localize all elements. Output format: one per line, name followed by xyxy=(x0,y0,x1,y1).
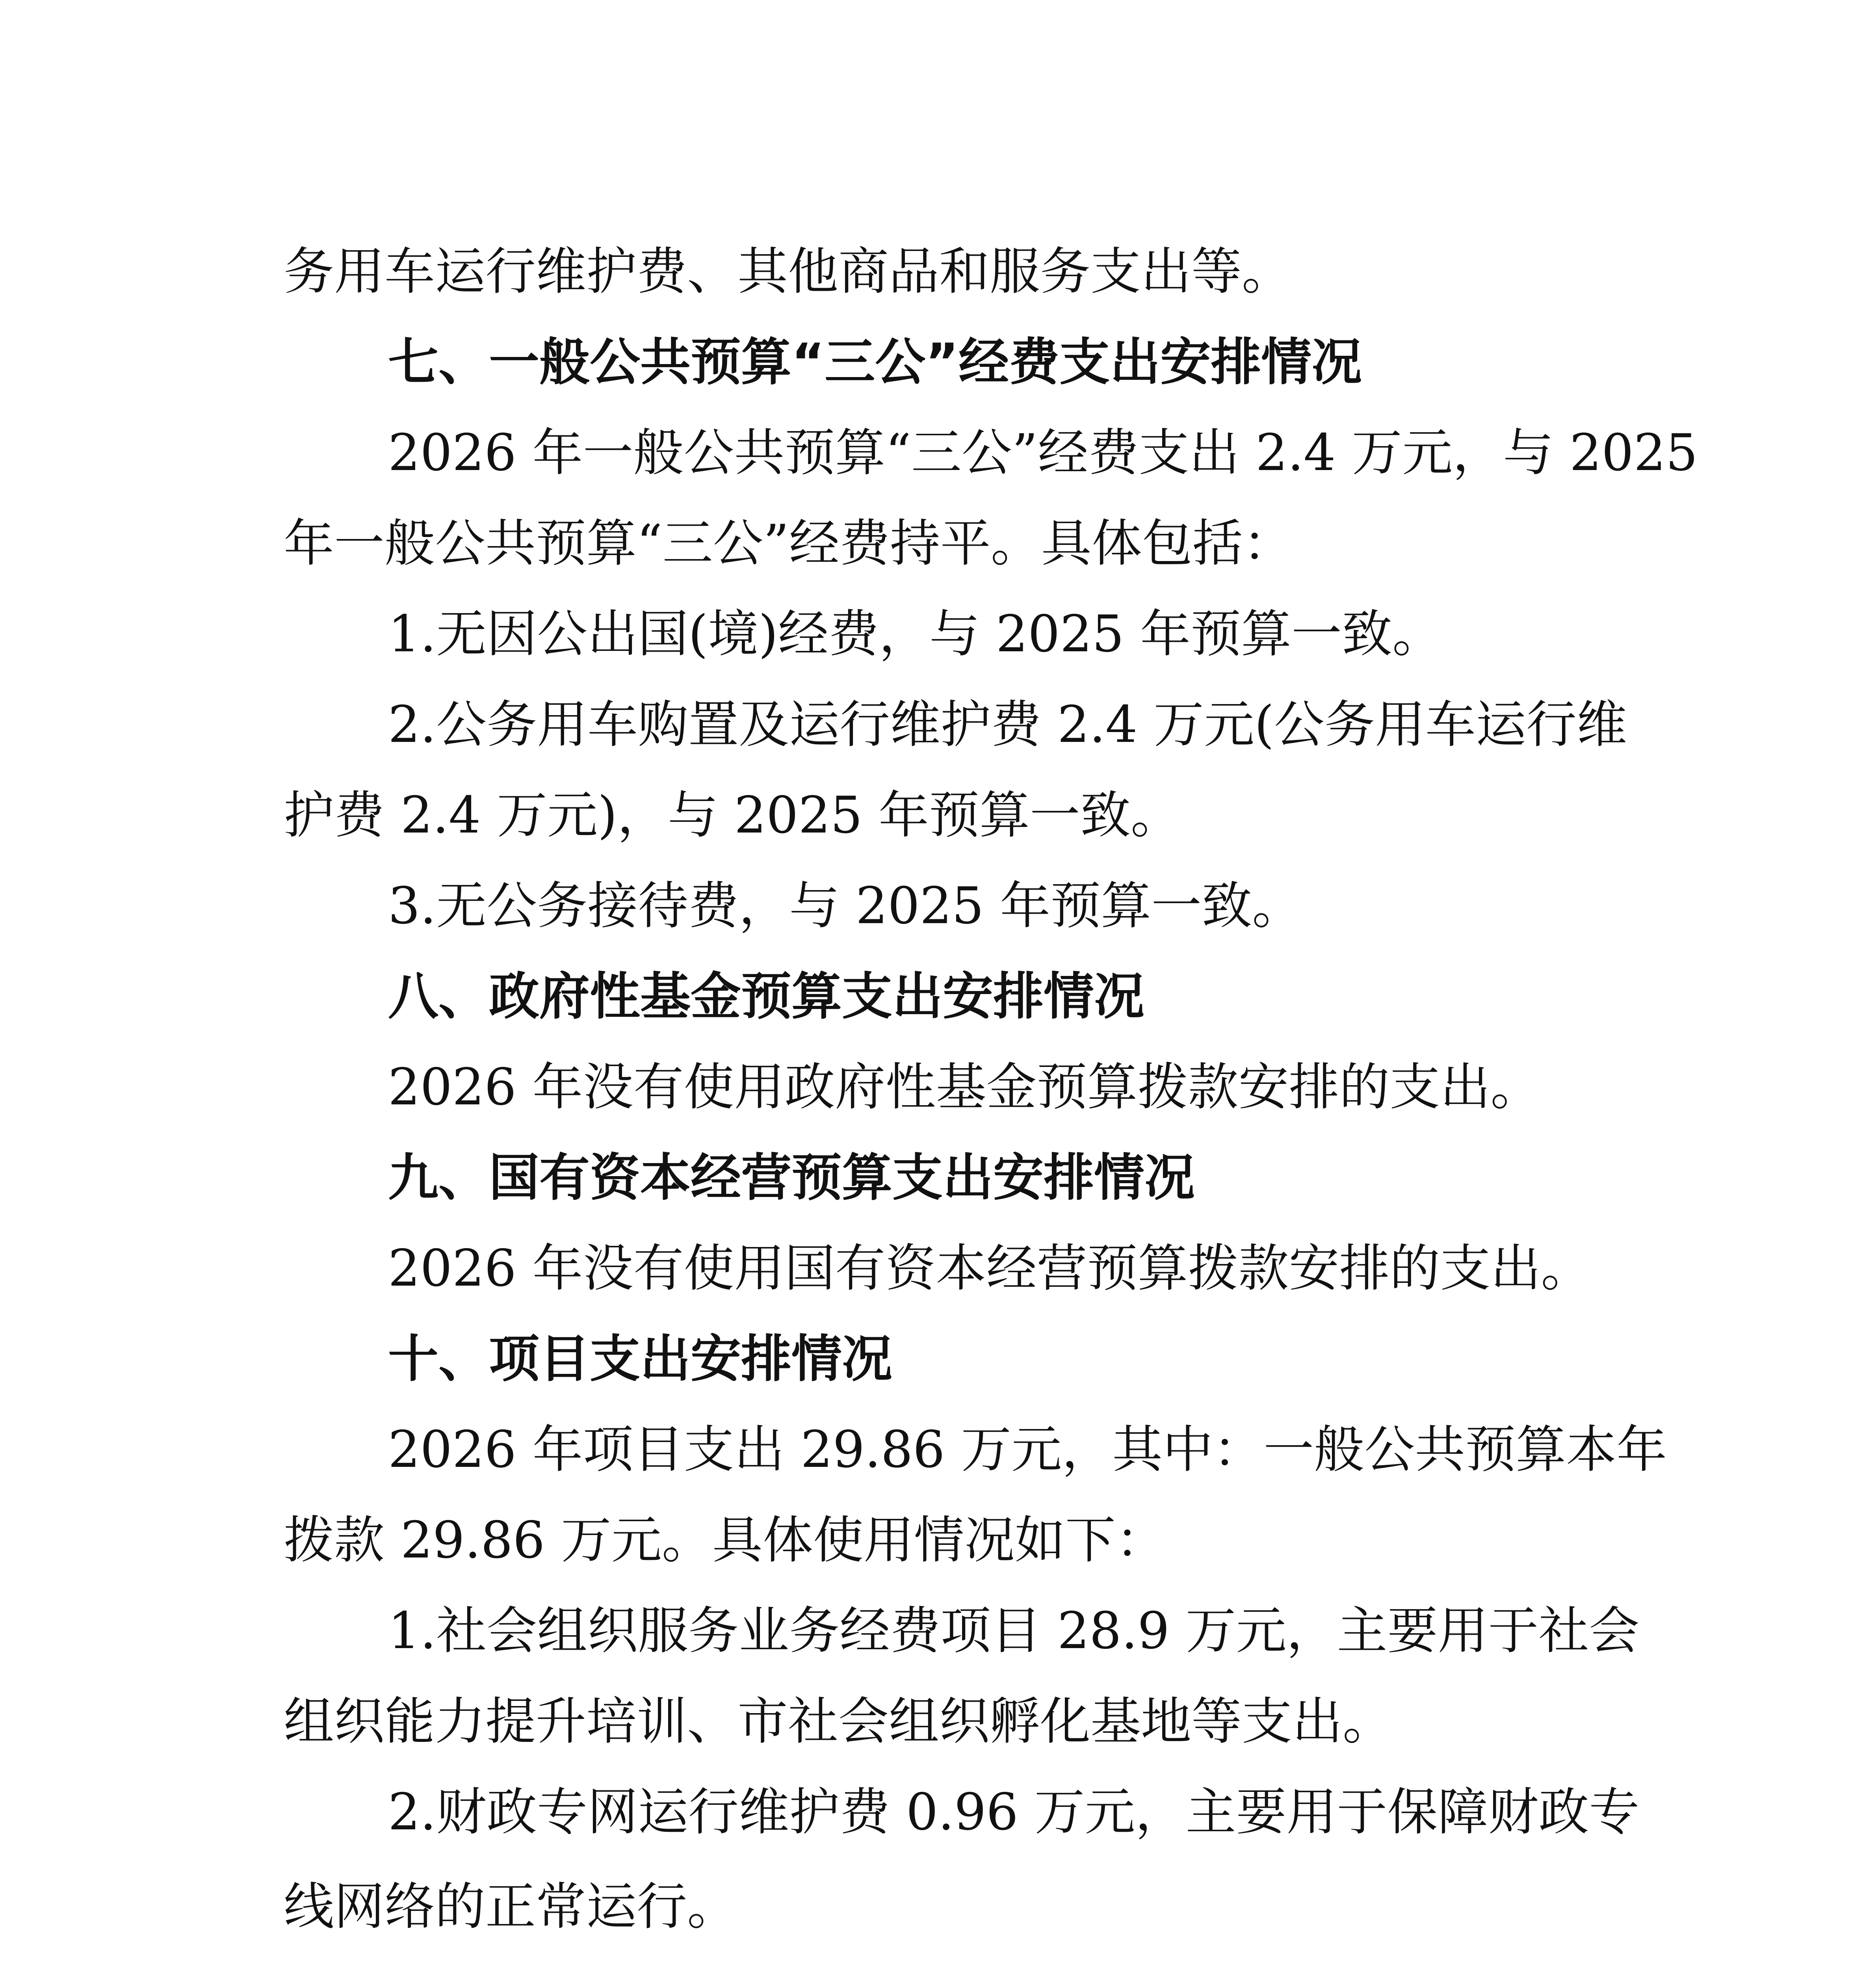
body-text-line: 2026 年没有使用国有资本经营预算拨款安排的支出。 xyxy=(388,1239,1592,1298)
body-text-line: 2026 年没有使用政府性基金预算拨款安排的支出。 xyxy=(388,1058,1541,1117)
body-text-line: 1.无因公出国(境)经费，与 2025 年预算一致。 xyxy=(388,605,1443,663)
body-text-line: 2.财政专网运行维护费 0.96 万元，主要用于保障财政专 xyxy=(388,1783,1640,1842)
body-text-line: 拨款 29.86 万元。具体使用情况如下： xyxy=(284,1511,1166,1570)
body-text-line: 务用车运行维护费、其他商品和服务支出等。 xyxy=(284,242,1293,301)
body-text-line: 3.无公务接待费，与 2025 年预算一致。 xyxy=(388,877,1303,935)
body-text-line: 2026 年一般公共预算“三公”经费支出 2.4 万元，与 2025 xyxy=(388,424,1698,482)
body-text-line: 2026 年项目支出 29.86 万元，其中：一般公共预算本年 xyxy=(388,1420,1667,1479)
section-heading-ten: 十、项目支出安排情况 xyxy=(388,1330,893,1388)
section-heading-eight: 八、政府性基金预算支出安排情况 xyxy=(388,967,1145,1026)
body-text-line: 1.社会组织服务业务经费项目 28.9 万元，主要用于社会 xyxy=(388,1602,1640,1660)
section-heading-seven: 七、一般公共预算“三公”经费支出安排情况 xyxy=(388,333,1362,392)
body-text-line: 年一般公共预算“三公”经费持平。具体包括： xyxy=(284,514,1293,573)
body-text-line: 组织能力提升培训、市社会组织孵化基地等支出。 xyxy=(284,1692,1393,1751)
body-text-line: 线网络的正常运行。 xyxy=(284,1877,738,1936)
section-heading-nine: 九、国有资本经营预算支出安排情况 xyxy=(388,1149,1195,1207)
body-text-line: 护费 2.4 万元)，与 2025 年预算一致。 xyxy=(284,786,1181,845)
body-text-line: 2.公务用车购置及运行维护费 2.4 万元(公务用车运行维 xyxy=(388,695,1627,754)
